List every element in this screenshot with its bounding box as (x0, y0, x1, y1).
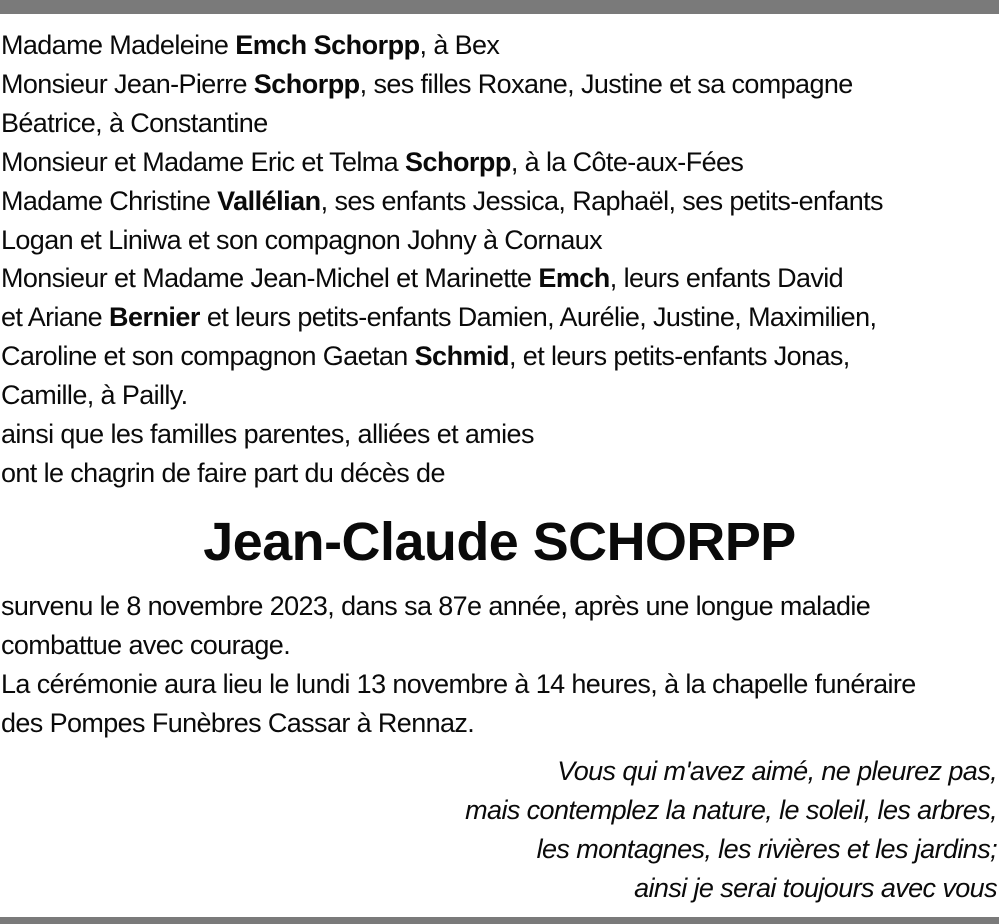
bottom-divider (0, 917, 999, 924)
family-line: Monsieur et Madame Eric et Telma Schorpp, à la Côte-aux-Fées (1, 146, 744, 177)
family-line: Caroline et son compagnon Gaetan Schmid, et leurs petits-enfants Jonas, (1, 341, 850, 372)
family-line: et Ariane Bernier et leurs petits-enfants Damien, Aurélie, Justine, Maximilien, (1, 302, 877, 333)
family-line: Madame Christine Vallélian, ses enfants Jessica, Raphaël, ses petits-enfants (1, 185, 883, 216)
family-line: Monsieur et Madame Jean-Michel et Marinette Emch, leurs enfants David (1, 263, 844, 294)
poem-line: Vous qui m'avez aimé, ne pleurez pas, (557, 756, 997, 786)
family-line: ont le chagrin de faire part du décès de (1, 457, 445, 488)
poem (297, 752, 997, 908)
family-line: ainsi que les familles parentes, alliées et amies (1, 419, 534, 450)
family-line: Logan et Liniwa et son compagnon Johny à Cornaux (1, 224, 603, 255)
detail-line: combattue avec courage. (1, 629, 291, 660)
poem-line: mais contemplez la nature, le soleil, les arbres, (465, 795, 997, 825)
poem-line: ainsi je serai toujours avec vous (634, 873, 997, 903)
poem-line: les montagnes, les rivières et les jardins; (536, 834, 997, 864)
detail-line: survenu le 8 novembre 2023, dans sa 87e année, après une longue maladie (1, 591, 871, 621)
death-details (1, 587, 999, 743)
family-list (1, 26, 999, 493)
deceased-name: Jean-Claude SCHORPP (203, 512, 796, 572)
family-line: Madame Madeleine Emch Schorpp, à Bex (1, 30, 500, 60)
detail-line: La cérémonie aura lieu le lundi 13 novembre à 14 heures, à la chapelle funéraire (1, 668, 916, 699)
family-line: Camille, à Pailly. (1, 380, 188, 411)
detail-line: des Pompes Funèbres Cassar à Rennaz. (1, 707, 475, 738)
family-line: Béatrice, à Constantine (1, 107, 268, 138)
top-divider (0, 0, 999, 14)
family-line: Monsieur Jean-Pierre Schorpp, ses filles Roxane, Justine et sa compagne (1, 68, 853, 99)
